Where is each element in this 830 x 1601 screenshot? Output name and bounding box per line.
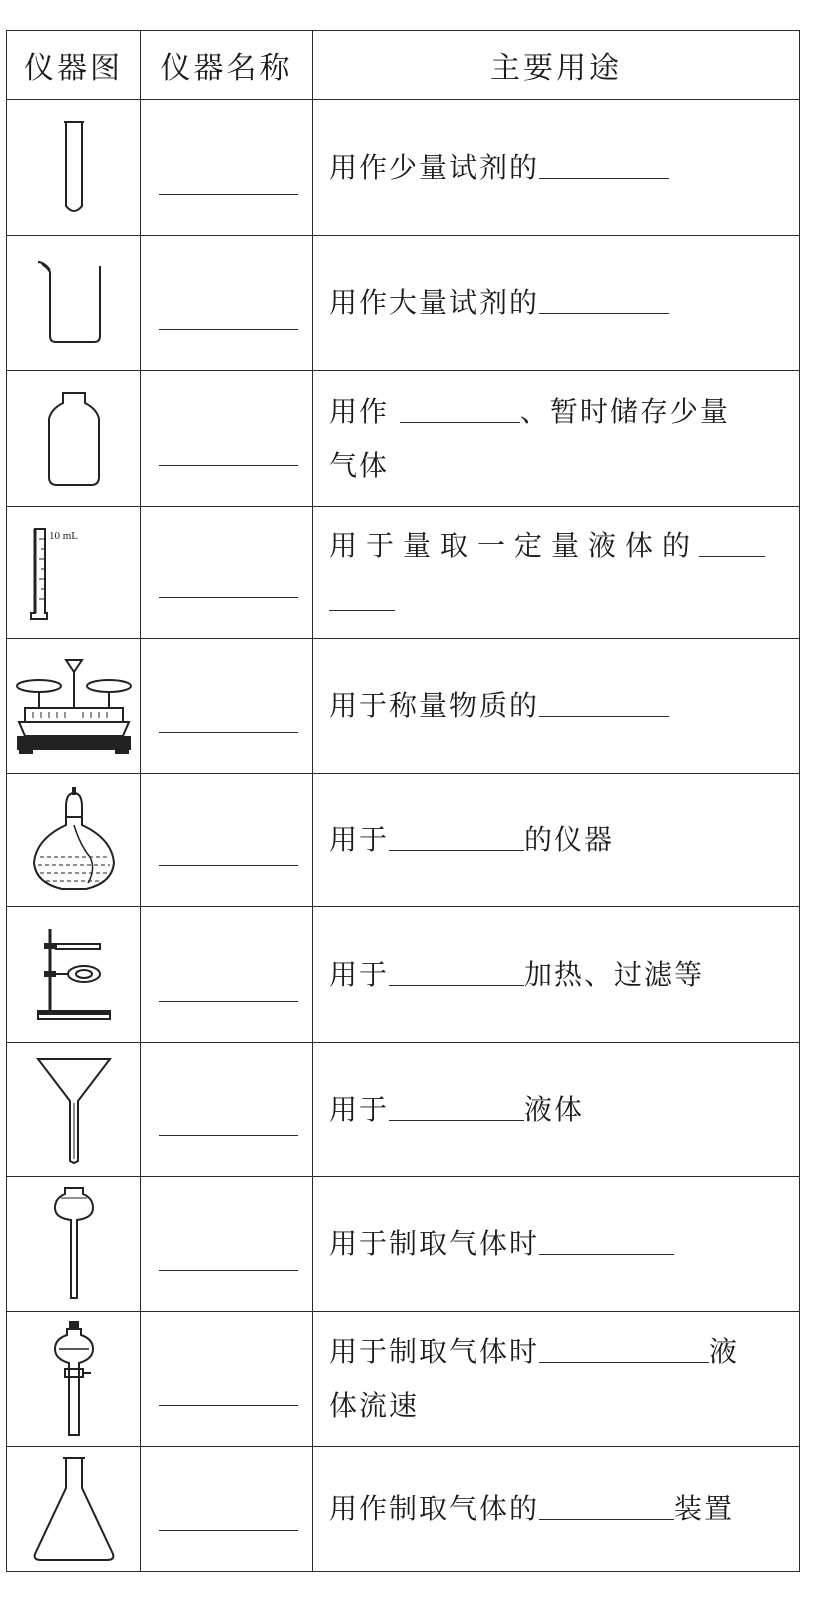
name-cell[interactable]	[141, 1043, 313, 1177]
usage-text-after: 加热、过滤等	[524, 957, 705, 991]
answer-blank[interactable]	[539, 686, 669, 717]
usage-text: 用于制取气体时	[329, 1335, 540, 1368]
usage-cell	[313, 507, 800, 639]
table-row	[7, 907, 800, 1043]
usage-cell	[313, 100, 800, 236]
table-row	[7, 236, 800, 371]
usage-text: 用作少量试剂的	[329, 150, 540, 184]
answer-blank[interactable]	[539, 148, 669, 179]
name-blank[interactable]	[159, 1530, 298, 1531]
separatory-funnel-icon	[49, 1319, 99, 1439]
table-row	[7, 774, 800, 907]
name-cell[interactable]	[141, 371, 313, 507]
figure-cell	[7, 236, 141, 371]
figure-cell	[7, 1177, 141, 1312]
name-cell[interactable]	[141, 1312, 313, 1447]
funnel-icon	[34, 1055, 114, 1165]
table-row	[7, 1043, 800, 1177]
name-cell[interactable]	[141, 639, 313, 774]
long-neck-funnel-icon	[49, 1186, 99, 1302]
usage-text-after: 的仪器	[524, 823, 615, 856]
name-blank[interactable]	[159, 1135, 298, 1136]
name-blank[interactable]	[159, 329, 298, 330]
usage-cell	[313, 639, 800, 774]
usage-text-after: 液体	[524, 1092, 585, 1126]
name-cell[interactable]	[141, 1177, 313, 1312]
answer-blank[interactable]	[389, 1090, 524, 1121]
figure-cell	[7, 907, 141, 1043]
cylinder-scale-label: 10 mL	[49, 529, 79, 542]
alcohol-lamp-icon	[26, 785, 122, 895]
usage-text: 用作制取气体的	[329, 1492, 540, 1525]
name-cell[interactable]	[141, 1447, 313, 1572]
answer-blank[interactable]	[389, 820, 524, 851]
name-blank[interactable]	[159, 194, 298, 195]
usage-cell	[313, 1447, 800, 1572]
usage-cell	[313, 1177, 800, 1312]
figure-cell	[7, 1043, 141, 1177]
figure-cell	[7, 1447, 141, 1572]
name-blank[interactable]	[159, 865, 298, 866]
name-cell[interactable]	[141, 236, 313, 371]
usage-text-after: 、暂时储存少量	[519, 394, 730, 428]
conical-flask-icon	[29, 1454, 119, 1564]
usage-text: 用作	[329, 394, 390, 428]
answer-blank[interactable]	[539, 1224, 674, 1255]
table-row	[7, 1312, 800, 1447]
usage-cell	[313, 371, 800, 507]
usage-text: 用于	[329, 823, 390, 856]
header-figure: 仪器图	[7, 31, 141, 100]
header-row	[7, 31, 800, 100]
answer-blank[interactable]	[539, 1332, 709, 1363]
table-row	[7, 507, 800, 639]
figure-cell	[7, 639, 141, 774]
name-blank[interactable]	[159, 597, 298, 598]
table-row	[7, 1177, 800, 1312]
header-usage: 主要用途	[313, 31, 800, 100]
name-blank[interactable]	[159, 1270, 298, 1271]
usage-text-after: 液	[709, 1335, 740, 1368]
figure-cell	[7, 1312, 141, 1447]
name-cell[interactable]	[141, 907, 313, 1043]
answer-blank[interactable]	[539, 1489, 674, 1520]
name-blank[interactable]	[159, 1001, 298, 1002]
test-tube-icon	[54, 118, 94, 218]
name-blank[interactable]	[159, 1405, 298, 1406]
header-name: 仪器名称	[141, 31, 313, 100]
usage-text-line2: 体流速	[329, 1389, 420, 1422]
usage-cell	[313, 907, 800, 1043]
table-row	[7, 100, 800, 236]
name-cell[interactable]	[141, 507, 313, 639]
figure-cell	[7, 371, 141, 507]
usage-cell	[313, 774, 800, 907]
usage-cell	[313, 1043, 800, 1177]
usage-text: 用于制取气体时	[329, 1227, 540, 1260]
usage-cell	[313, 236, 800, 371]
usage-text: 用于	[329, 957, 390, 991]
usage-text-after: 装置	[674, 1492, 735, 1525]
answer-blank-continued[interactable]	[329, 580, 395, 611]
usage-cell	[313, 1312, 800, 1447]
table-row	[7, 639, 800, 774]
answer-blank[interactable]	[699, 526, 765, 557]
usage-text: 用于量取一定量液体的	[329, 528, 700, 562]
gas-jar-icon	[39, 389, 109, 489]
figure-cell	[7, 507, 141, 639]
name-blank[interactable]	[159, 465, 298, 466]
beaker-icon	[34, 258, 114, 348]
answer-blank[interactable]	[400, 392, 520, 423]
usage-text-line2: 气体	[329, 448, 390, 482]
usage-text: 用作大量试剂的	[329, 286, 540, 319]
usage-text: 用于称量物质的	[329, 689, 540, 722]
name-cell[interactable]	[141, 100, 313, 236]
answer-blank[interactable]	[539, 283, 669, 314]
iron-stand-icon	[34, 925, 114, 1025]
table-row	[7, 1447, 800, 1572]
usage-text: 用于	[329, 1092, 390, 1126]
balance-scale-icon	[11, 656, 137, 756]
table-row	[7, 371, 800, 507]
graduated-cylinder-icon	[21, 523, 131, 623]
name-cell[interactable]	[141, 774, 313, 907]
answer-blank[interactable]	[389, 955, 524, 986]
name-blank[interactable]	[159, 732, 298, 733]
figure-cell	[7, 774, 141, 907]
apparatus-table	[6, 30, 800, 1572]
figure-cell	[7, 100, 141, 236]
